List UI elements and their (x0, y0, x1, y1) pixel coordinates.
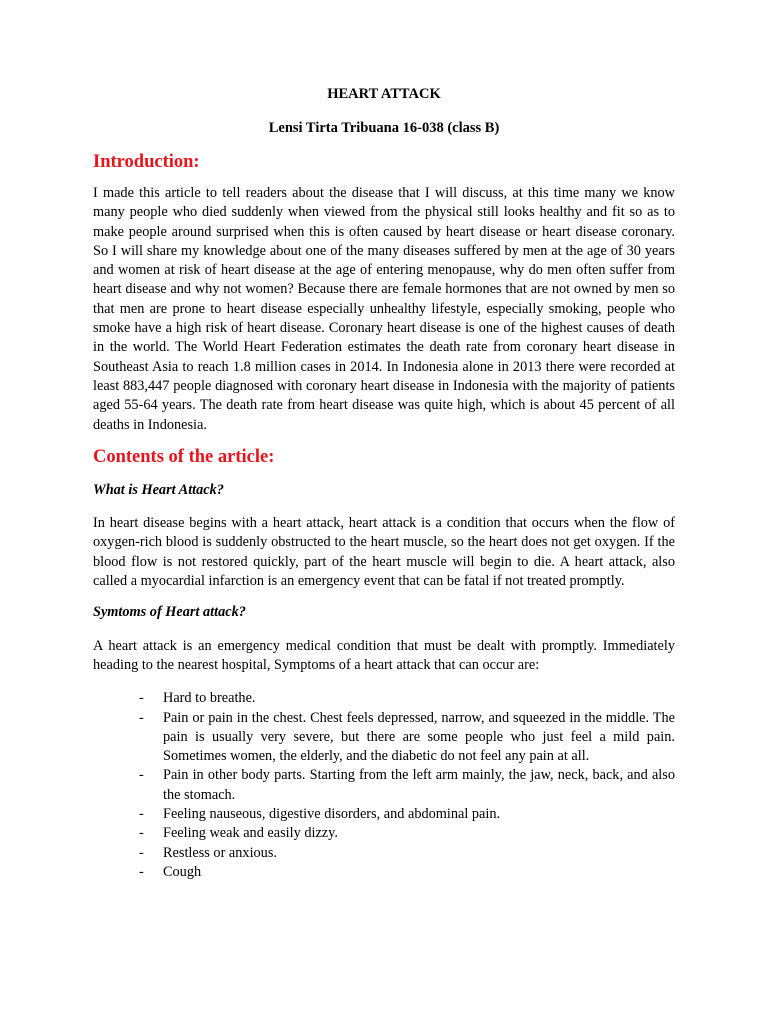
symptom-text: Feeling weak and easily dizzy. (163, 825, 338, 842)
symptom-item (93, 709, 675, 767)
symptom-item (93, 689, 675, 708)
symptom-item (93, 844, 675, 863)
bullet-dash: - (139, 767, 144, 784)
symptoms-paragraph: A heart attack is an emergency medical condition that must be dealt with promptly. Immediately heading to the nearest hospital, Symptoms of a heart attack that can occur are: (93, 637, 675, 673)
symptom-item (93, 824, 675, 843)
symptom-text: Cough (163, 863, 202, 880)
symptoms-heading: Symtoms of Heart attack? (93, 604, 246, 621)
what-is-heart-attack-paragraph: In heart disease begins with a heart attack, heart attack is a condition that occurs when the flow of oxygen-rich blood is suddenly obstructed to the heart muscle, so the heart does not get oxygen. If the blood flow is not restored quickly, part of the heart muscle will begin to die. A heart attack, also called a myocardial infarction is an emergency event that can be fatal if not treated promptly. (93, 515, 675, 590)
bullet-dash: - (139, 806, 144, 823)
document-body (93, 84, 675, 882)
introduction-heading: Introduction: (93, 152, 200, 172)
bullet-dash: - (139, 825, 144, 842)
symptom-text: Restless or anxious. (163, 844, 277, 861)
document-title: HEART ATTACK (327, 86, 441, 102)
bullet-dash: - (139, 863, 144, 880)
symptom-text: Feeling nauseous, digestive disorders, and abdominal pain. (163, 806, 501, 823)
symptom-item (93, 766, 675, 805)
symptoms-list (93, 689, 675, 882)
contents-heading: Contents of the article: (93, 446, 275, 467)
author-line: Lensi Tirta Tribuana 16-038 (class B) (268, 120, 500, 136)
introduction-paragraph: I made this article to tell readers about the disease that I will discuss, at this time many we know many people who died suddenly when viewed from the physical still looks healthy and fit so as to make people around surprised when this is often caused by heart disease or heart disease coronary. So I will share my knowledge about one of the many diseases suffered by men at the age of 30 years and women at risk of heart disease at the age of entering menopause, why do men often suffer from heart disease and why not women? Because there are female hormones that are not owned by men so that men are prone to heart disease especially unhealthy lifestyle, especially smoking, people who smoke have a high risk of heart disease. Coronary heart disease is one of the highest causes of death in the world. The World Heart Federation estimates the death rate from coronary heart disease in Southeast Asia to reach 1.8 million cases in 2014. In Indonesia alone in 2013 there were recorded at least 883,447 people diagnosed with coronary heart disease in Indonesia with the majority of patients aged 55-64 years. The death rate from heart disease was quite high, which is about 45 percent of all deaths in Indonesia. (93, 185, 675, 433)
symptom-text: Pain in other body parts. Starting from the left arm mainly, the jaw, neck, back, and also the stomach. (163, 767, 675, 803)
symptom-text: Hard to breathe. (163, 690, 256, 707)
symptom-item (93, 805, 675, 824)
symptom-item (93, 863, 675, 882)
bullet-dash: - (139, 709, 144, 726)
bullet-dash: - (139, 844, 144, 861)
bullet-dash: - (139, 690, 144, 707)
what-is-heart-attack-heading: What is Heart Attack? (93, 481, 224, 498)
symptom-text: Pain or pain in the chest. Chest feels depressed, narrow, and squeezed in the middle. The pain is usually very severe, but there are some people who just feel a mild pain. Sometimes women, the elderly, and the diabetic do not feel any pain at all. (163, 709, 675, 765)
